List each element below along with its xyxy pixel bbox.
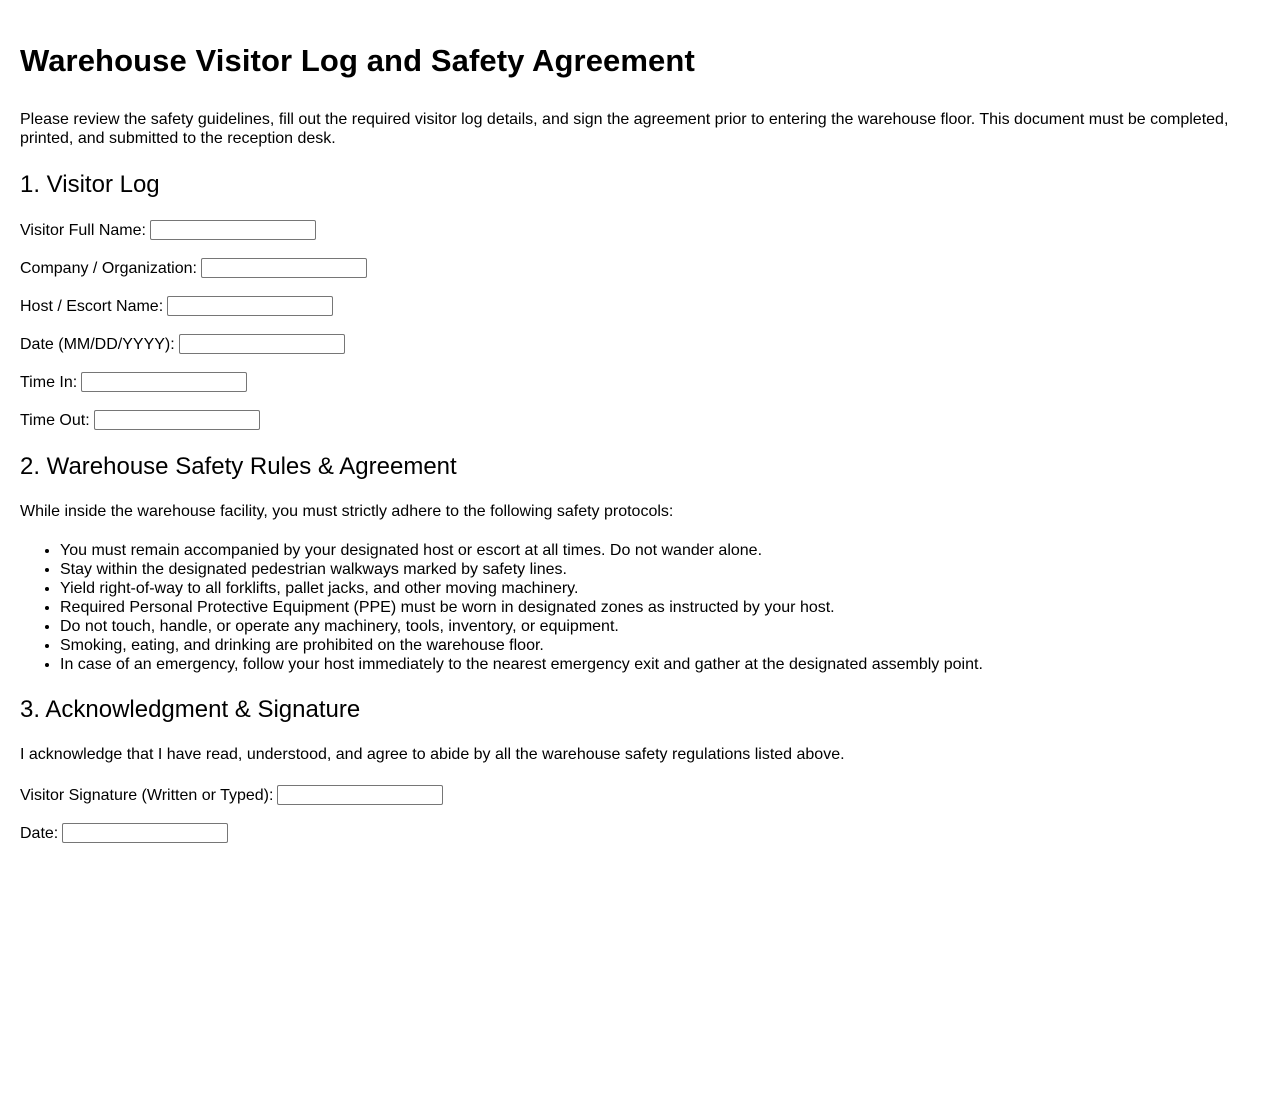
safety-rule-item: • You must remain accompanied by your designated host or escort at all times. Do not wander alone.	[60, 541, 1242, 560]
safety-rules-heading: 2. Warehouse Safety Rules & Agreement	[20, 453, 457, 481]
acknowledgment-heading: 3. Acknowledgment & Signature	[20, 696, 361, 724]
signature-input[interactable]	[277, 785, 443, 805]
company-input[interactable]	[201, 258, 367, 278]
signature-date-input[interactable]	[62, 823, 228, 843]
time-in-label: Time In:	[20, 373, 78, 391]
safety-rules-intro: While inside the warehouse facility, you must strictly adhere to the following safety protocols:	[20, 503, 674, 521]
safety-rule-item: • Required Personal Protective Equipment (PPE) must be worn in designated zones as instructed by your host.	[60, 598, 1242, 617]
safety-rule-item: • Do not touch, handle, or operate any machinery, tools, inventory, or equipment.	[60, 617, 1242, 636]
time-out-input[interactable]	[94, 410, 260, 430]
time-in-row	[20, 371, 1242, 393]
safety-rule-item: • Smoking, eating, and drinking are prohibited on the warehouse floor.	[60, 636, 1242, 655]
acknowledgment-statement: I acknowledge that I have read, understood, and agree to abide by all the warehouse safety regulations listed above.	[20, 746, 845, 764]
full-name-input[interactable]	[150, 220, 316, 240]
visitor-log-heading: 1. Visitor Log	[20, 170, 160, 198]
intro-paragraph: Please review the safety guidelines, fill out the required visitor log details, and sign the agreement prior to entering the warehouse floor. This document must be completed, printed, and submitted to the reception desk.	[20, 111, 1229, 148]
visit-date-row	[20, 333, 1242, 355]
visit-date-label: Date (MM/DD/YYYY):	[20, 335, 175, 353]
safety-rule-item: • Stay within the designated pedestrian walkways marked by safety lines.	[60, 560, 1242, 579]
host-label: Host / Escort Name:	[20, 297, 164, 315]
signature-label: Visitor Signature (Written or Typed):	[20, 786, 274, 804]
company-row	[20, 257, 1242, 279]
time-out-row	[20, 409, 1242, 431]
host-row	[20, 295, 1242, 317]
signature-date-row	[20, 822, 1242, 844]
safety-rules-list	[20, 541, 1242, 674]
signature-row	[20, 784, 1242, 806]
acknowledgment-section	[20, 696, 1242, 844]
full-name-label: Visitor Full Name:	[20, 221, 146, 239]
safety-rules-section	[20, 453, 1242, 674]
signature-date-label: Date:	[20, 824, 59, 842]
safety-rule-item: • Yield right-of-way to all forklifts, pallet jacks, and other moving machinery.	[60, 579, 1242, 598]
time-in-input[interactable]	[81, 372, 247, 392]
safety-rule-item: • In case of an emergency, follow your host immediately to the nearest emergency exit and gather at the designated assembly point.	[60, 655, 1242, 674]
visitor-log-section	[20, 171, 1242, 432]
full-name-row	[20, 219, 1242, 241]
company-label: Company / Organization:	[20, 259, 197, 277]
page-title: Warehouse Visitor Log and Safety Agreement	[20, 43, 695, 78]
host-input[interactable]	[167, 296, 333, 316]
visit-date-input[interactable]	[179, 334, 345, 354]
time-out-label: Time Out:	[20, 411, 90, 429]
